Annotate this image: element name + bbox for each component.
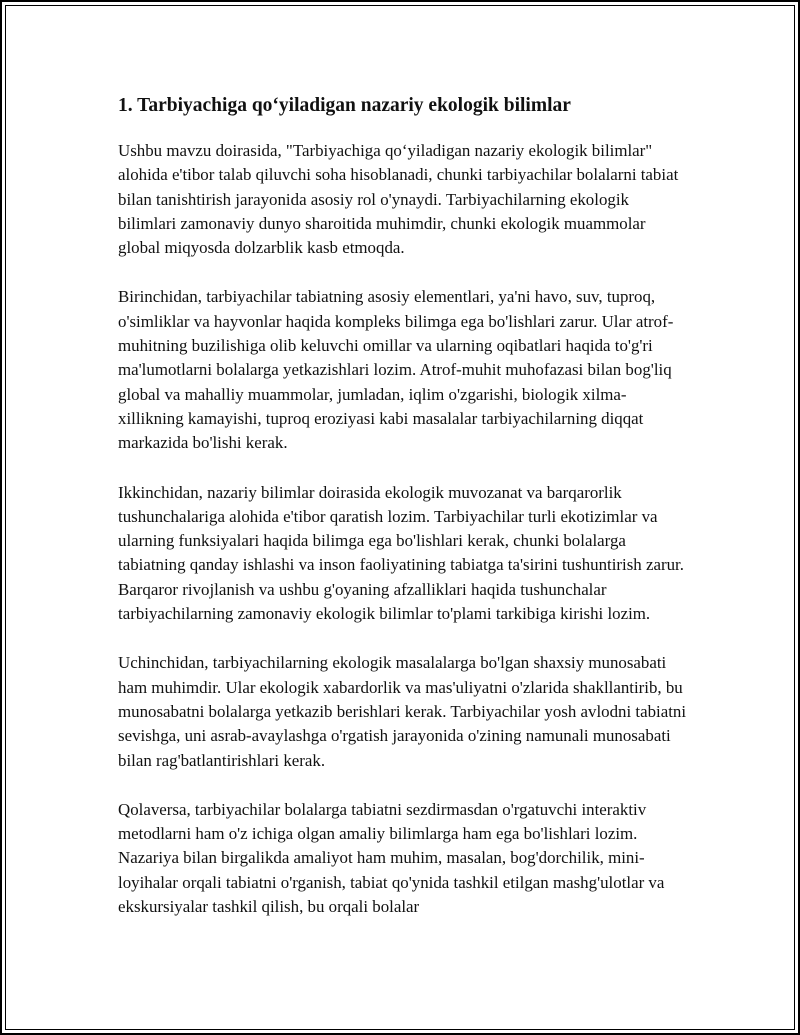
- paragraph-1: Ushbu mavzu doirasida, "Tarbiyachiga qo‘yiladigan nazariy ekologik bilimlar" alohida e'tibor talab qiluvchi soha hisoblanadi, chunki tarbiyachilar bolalarni tabiat bilan tanishtirish jarayonida asosiy rol o'ynaydi. Tarbiyachilarning ekologik bilimlari zamonaviy dunyo sharoitida muhimdir, chunki ekologik muammolar global miqyosda dolzarblik kasb etmoqda.: [118, 141, 679, 258]
- paragraph-5: Qolaversa, tarbiyachilar bolalarga tabiatni sezdirmasdan o'rgatuvchi interaktiv metodlarni ham o'z ichiga olgan amaliy bilimlarga ham ega bo'lishlari lozim. Nazariya bilan birgalikda amaliyot ham muhim, masalan, bog'dorchilik, mini-loyihalar orqali tabiatni o'rganish, tabiat qo'ynida tashkil etilgan mashg'ulotlar va ekskursiyalar tashkil qilish, bu orqali bolalar: [118, 799, 665, 917]
- section-heading: 1. Tarbiyachiga qo‘yiladigan nazariy ekologik bilimlar: [118, 95, 571, 116]
- paragraph-3: Ikkinchidan, nazariy bilimlar doirasida ekologik muvozanat va barqarorlik tushunchalariga alohida e'tibor qaratish lozim. Tarbiyachilar turli ekotizimlar va ularning funksiyalari haqida bilimga ega bo'lishlari kerak, chunki bolalarga tabiatning qanday ishlashi va inson faoliyatining tabiatga ta'sirini tushuntirish zarur. Barqaror rivojlanish va ushbu g'oyaning afzalliklari haqida tushunchalar tarbiyachilarning zamonaviy ekologik bilimlar to'plami tarkibiga kirishi lozim.: [118, 482, 684, 624]
- document-body: [118, 93, 688, 944]
- paragraph-4: Uchinchidan, tarbiyachilarning ekologik masalalarga bo'lgan shaxsiy munosabati ham muhimdir. Ular ekologik xabardorlik va mas'uliyatni o'zlarida shakllantirib, bu munosabatni bolalarga yetkazib berishlari kerak. Tarbiyachilar yosh avlodni tabiatni sevishga, uni asrab-avaylashga o'rgatish jarayonida o'zining namunali munosabati bilan rag'batlantirishlari kerak.: [118, 653, 687, 770]
- paragraph-2: Birinchidan, tarbiyachilar tabiatning asosiy elementlari, ya'ni havo, suv, tuproq, o'simliklar va hayvonlar haqida kompleks bilimga ega bo'lishlari zarur. Ular atrof-muhitning buzilishiga olib keluvchi omillar va ularning oqibatlari haqida to'g'ri ma'lumotlarni bolalarga yetkazishlari lozim. Atrof-muhit muhofazasi bilan bog'liq global va mahalliy muammolar, jumladan, iqlim o'zgarishi, biologik xilma-xillikning kamayishi, tuproq eroziyasi kabi masalalar tarbiyachilarning diqqat markazida bo'lishi kerak.: [118, 287, 674, 453]
